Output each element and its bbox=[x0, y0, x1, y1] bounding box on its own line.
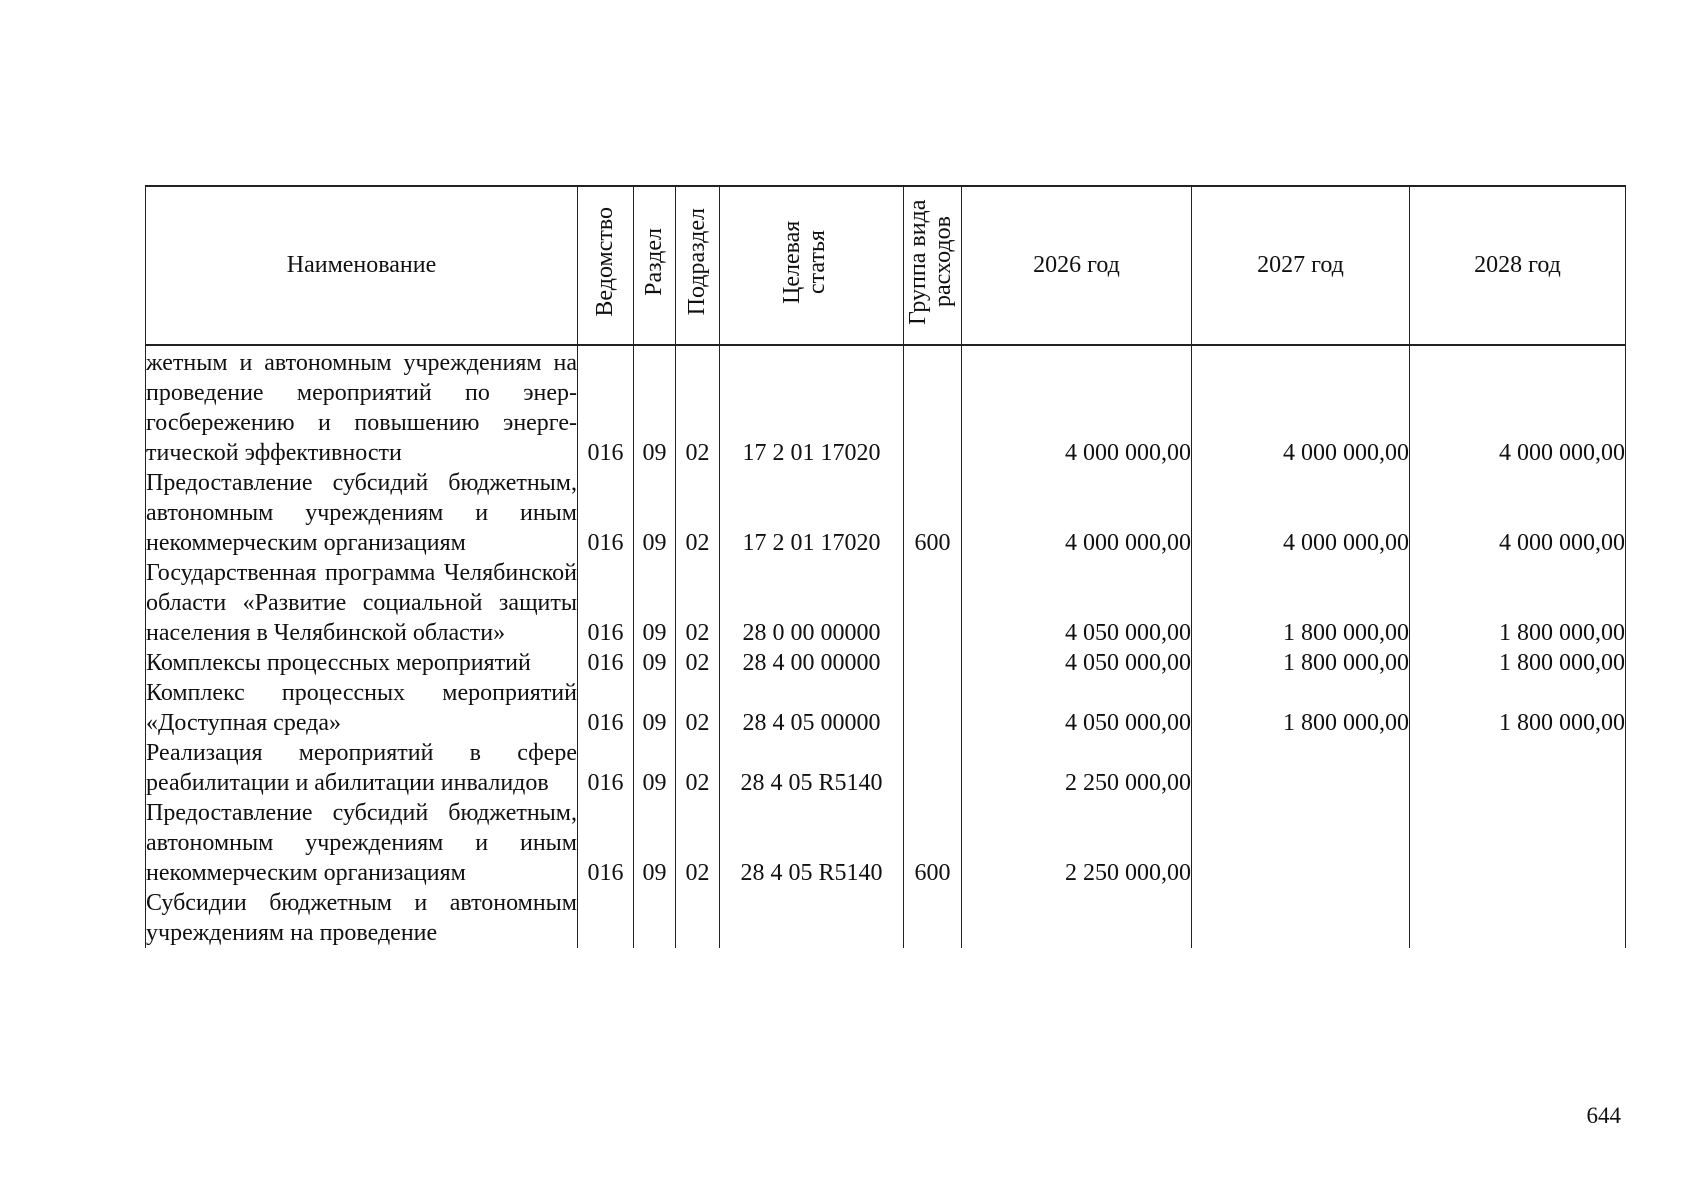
cell-target: 28 0 00 00000 bbox=[720, 558, 904, 648]
cell-expense-group bbox=[904, 888, 962, 948]
header-row bbox=[146, 186, 1626, 345]
cell-section: 09 bbox=[634, 345, 676, 468]
cell-2028: 1 800 000,00 bbox=[1410, 678, 1626, 738]
cell-2027 bbox=[1192, 738, 1410, 798]
cell-subsection: 02 bbox=[676, 678, 720, 738]
cell-2026: 4 000 000,00 bbox=[962, 468, 1192, 558]
cell-2027: 1 800 000,00 bbox=[1192, 678, 1410, 738]
cell-2027 bbox=[1192, 888, 1410, 948]
cell-target: 17 2 01 17020 bbox=[720, 468, 904, 558]
header-expense-group: Группа вида расходов bbox=[904, 186, 962, 345]
cell-expense-group bbox=[904, 678, 962, 738]
cell-expense-group bbox=[904, 345, 962, 468]
cell-dept: 016 bbox=[578, 798, 634, 888]
cell-section: 09 bbox=[634, 738, 676, 798]
cell-2027: 4 000 000,00 bbox=[1192, 345, 1410, 468]
cell-subsection: 02 bbox=[676, 558, 720, 648]
cell-subsection: 02 bbox=[676, 738, 720, 798]
table-row bbox=[146, 345, 1626, 468]
cell-dept: 016 bbox=[578, 345, 634, 468]
header-subsection: Подраздел bbox=[676, 186, 720, 345]
cell-name: Реализация мероприятий в сфере реабилитации и абилитации инвалидов bbox=[146, 740, 577, 796]
cell-2027: 1 800 000,00 bbox=[1192, 648, 1410, 678]
cell-expense-group: 600 bbox=[904, 468, 962, 558]
table-row bbox=[146, 678, 1626, 738]
header-2027: 2027 год bbox=[1192, 186, 1410, 345]
cell-2028: 1 800 000,00 bbox=[1410, 648, 1626, 678]
cell-name: Предоставление субсидий бюджетным, автономным учреждениям и иным некоммерческим организациям bbox=[146, 470, 577, 556]
cell-2028: 4 000 000,00 bbox=[1410, 345, 1626, 468]
cell-section: 09 bbox=[634, 678, 676, 738]
table-row bbox=[146, 648, 1626, 678]
cell-target: 28 4 00 00000 bbox=[720, 648, 904, 678]
cell-subsection: 02 bbox=[676, 798, 720, 888]
cell-2028: 1 800 000,00 bbox=[1410, 558, 1626, 648]
cell-dept bbox=[578, 888, 634, 948]
cell-name: Предоставление субсидий бюджетным, автономным учреждениям и иным некоммерческим организациям bbox=[146, 800, 577, 886]
header-name: Наименование bbox=[146, 186, 578, 345]
header-dept: Ведомство bbox=[578, 186, 634, 345]
header-target: Целевая статья bbox=[720, 186, 904, 345]
cell-subsection bbox=[676, 888, 720, 948]
cell-expense-group bbox=[904, 648, 962, 678]
cell-name: Государственная программа Челябинской области «Развитие социальной защиты населения в Челябинской области» bbox=[146, 560, 577, 646]
cell-name: жетным и автономным учреждениям на проведение мероприятий по энергосбережению и повышению энергетической эффективности bbox=[146, 345, 578, 468]
cell-dept: 016 bbox=[578, 678, 634, 738]
header-2026: 2026 год bbox=[962, 186, 1192, 345]
budget-table bbox=[145, 185, 1626, 948]
cell-2028 bbox=[1410, 798, 1626, 888]
cell-2026: 4 050 000,00 bbox=[962, 558, 1192, 648]
cell-name: Субсидии бюджетным и автономным учреждениям на проведение bbox=[146, 890, 577, 946]
cell-2028 bbox=[1410, 888, 1626, 948]
cell-dept: 016 bbox=[578, 558, 634, 648]
cell-2026: 2 250 000,00 bbox=[962, 738, 1192, 798]
table-row bbox=[146, 888, 1626, 948]
cell-2026: 4 050 000,00 bbox=[962, 678, 1192, 738]
table-body bbox=[146, 345, 1626, 948]
cell-expense-group: 600 bbox=[904, 798, 962, 888]
cell-dept: 016 bbox=[578, 738, 634, 798]
cell-subsection: 02 bbox=[676, 468, 720, 558]
cell-dept: 016 bbox=[578, 648, 634, 678]
cell-subsection: 02 bbox=[676, 345, 720, 468]
cell-2027: 4 000 000,00 bbox=[1192, 468, 1410, 558]
page-number: 644 bbox=[1586, 1103, 1621, 1128]
cell-2028 bbox=[1410, 738, 1626, 798]
cell-2027 bbox=[1192, 798, 1410, 888]
cell-2026 bbox=[962, 888, 1192, 948]
header-section: Раздел bbox=[634, 186, 676, 345]
cell-2026: 2 250 000,00 bbox=[962, 798, 1192, 888]
cell-target bbox=[720, 888, 904, 948]
table-row bbox=[146, 558, 1626, 648]
table-row bbox=[146, 798, 1626, 888]
cell-target: 17 2 01 17020 bbox=[720, 345, 904, 468]
cell-target: 28 4 05 R5140 bbox=[720, 738, 904, 798]
cell-target: 28 4 05 R5140 bbox=[720, 798, 904, 888]
cell-section: 09 bbox=[634, 798, 676, 888]
cell-2027: 1 800 000,00 bbox=[1192, 558, 1410, 648]
cell-expense-group bbox=[904, 738, 962, 798]
cell-section: 09 bbox=[634, 468, 676, 558]
header-2028: 2028 год bbox=[1410, 186, 1626, 345]
cell-name: Комплексы процессных мероприятий bbox=[146, 648, 578, 678]
cell-subsection: 02 bbox=[676, 648, 720, 678]
cell-2026: 4 000 000,00 bbox=[962, 345, 1192, 468]
cell-section: 09 bbox=[634, 558, 676, 648]
table-row bbox=[146, 468, 1626, 558]
cell-section bbox=[634, 888, 676, 948]
table-row bbox=[146, 738, 1626, 798]
cell-name: Комплекс процессных мероприятий «Доступная среда» bbox=[146, 680, 577, 736]
cell-2028: 4 000 000,00 bbox=[1410, 468, 1626, 558]
cell-expense-group bbox=[904, 558, 962, 648]
cell-2026: 4 050 000,00 bbox=[962, 648, 1192, 678]
cell-section: 09 bbox=[634, 648, 676, 678]
cell-target: 28 4 05 00000 bbox=[720, 678, 904, 738]
table-header bbox=[146, 186, 1626, 345]
cell-dept: 016 bbox=[578, 468, 634, 558]
